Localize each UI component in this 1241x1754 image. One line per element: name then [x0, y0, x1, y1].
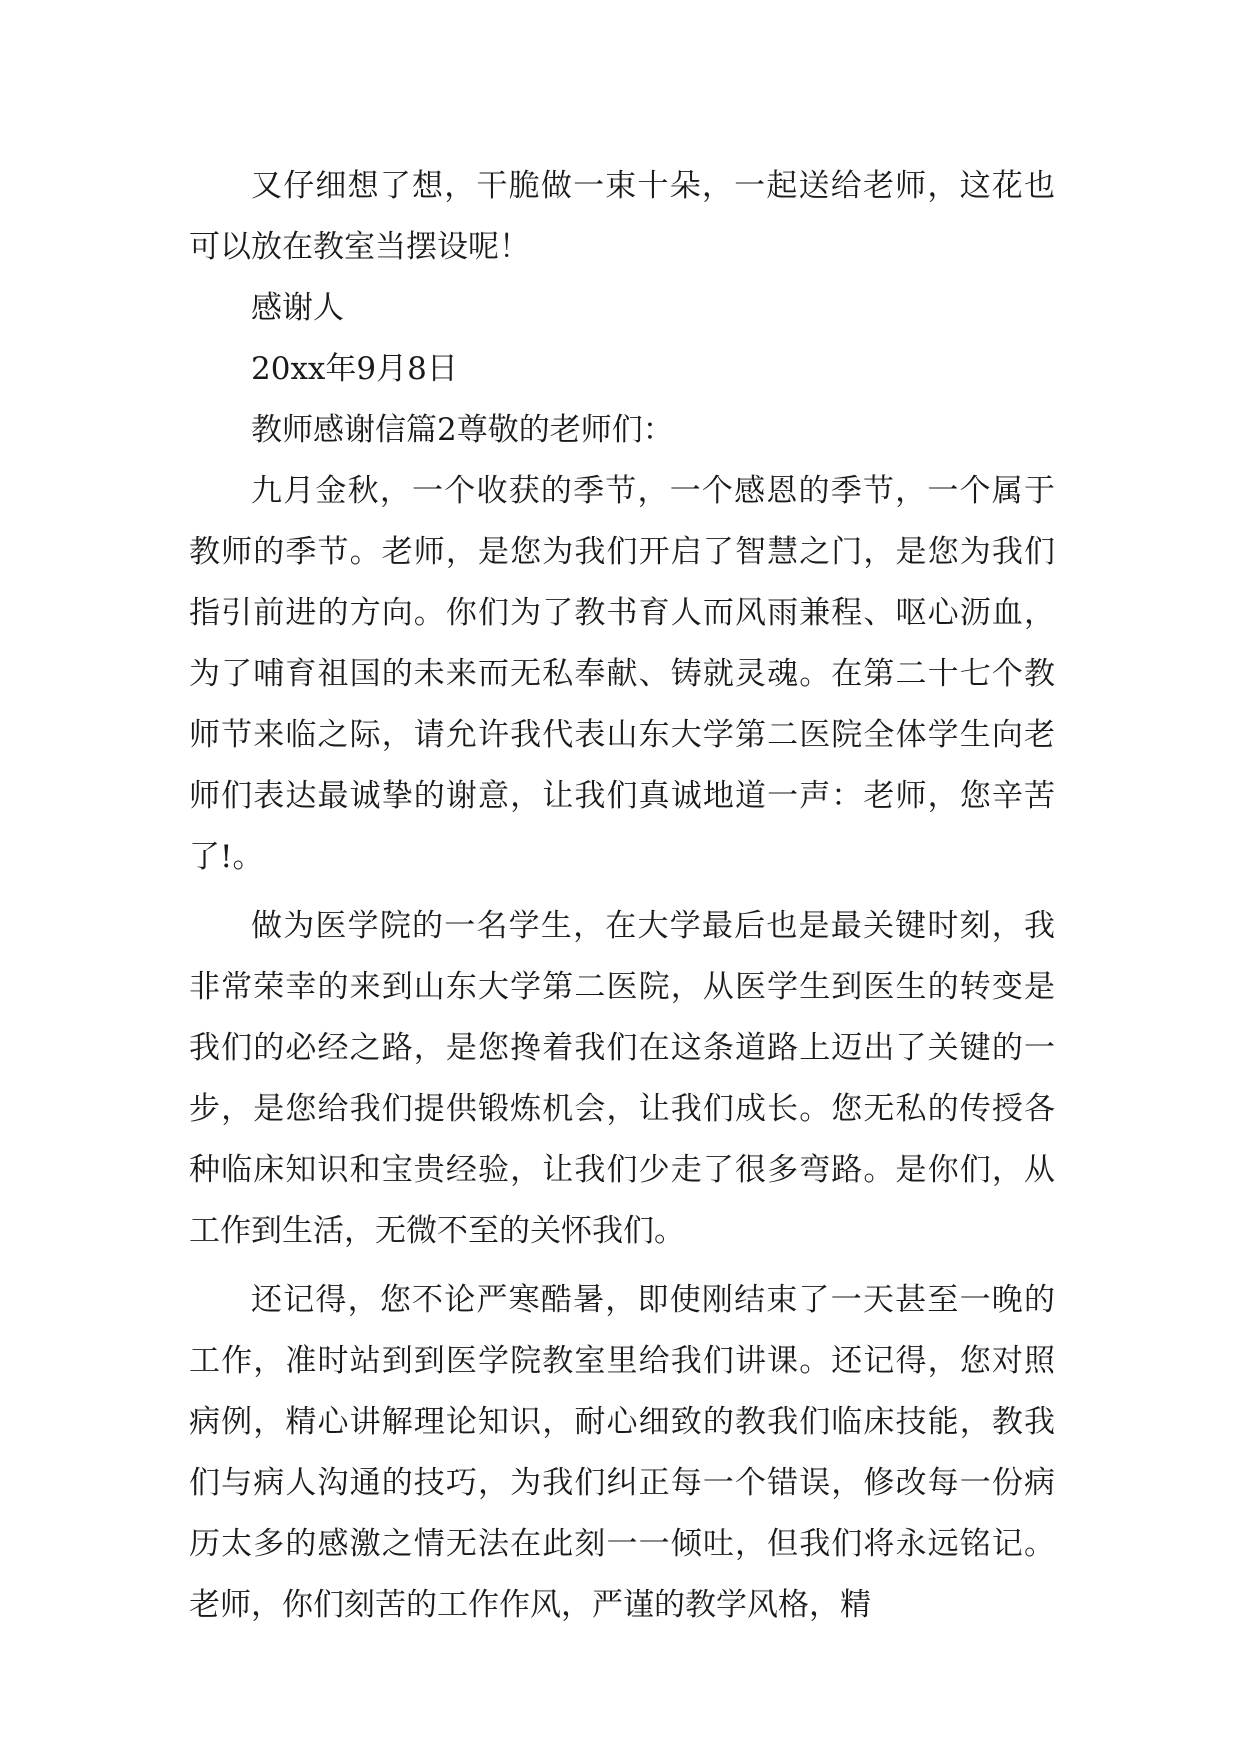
paragraph-medical-student: 做为医学院的一名学生，在大学最后也是最关键时刻，我非常荣幸的来到山东大学第二医院，从医学生到医生的转变是我们的必经之路，是您搀着我们在这条道路上迈出了关键的一步，是您给我们提供锻炼机会，让我们成长。您无私的传授各种临床知识和宝贵经验，让我们少走了很多弯路。是你们，从工作到生活，无微不至的关怀我们。 [189, 908, 1055, 1249]
document-body [189, 156, 1055, 1636]
paragraph-remember: 还记得，您不论严寒酷暑，即使刚结束了一天甚至一晚的工作，准时站到到医学院教室里给我们讲课。还记得，您对照病例，精心讲解理论知识，耐心细致的教我们临床技能，教我们与病人沟通的技巧，为我们纠正每一个错误，修改每一份病历太多的感激之情无法在此刻一一倾吐，但我们将永远铭记。老师，你们刻苦的工作作风，严谨的教学风格，精 [189, 1282, 1055, 1623]
paragraph-golden-autumn: 九月金秋，一个收获的季节，一个感恩的季节，一个属于教师的季节。老师，是您为我们开启了智慧之门，是您为我们指引前进的方向。你们为了教书育人而风雨兼程、呕心沥血，为了哺育祖国的未来而无私奉献、铸就灵魂。在第二十七个教师节来临之际，请允许我代表山东大学第二医院全体学生向老师们表达最诚挚的谢意，让我们真诚地道一声：老师，您辛苦了!。 [189, 473, 1055, 875]
paragraph-date: 20xx年9月8日 [251, 351, 458, 387]
paragraph-signature: 感谢人 [251, 290, 344, 326]
paragraph-letter-heading: 教师感谢信篇2尊敬的老师们： [251, 412, 674, 448]
paragraph-flower-idea: 又仔细想了想，干脆做一束十朵，一起送给老师，这花也可以放在教室当摆设呢！ [189, 168, 1055, 265]
